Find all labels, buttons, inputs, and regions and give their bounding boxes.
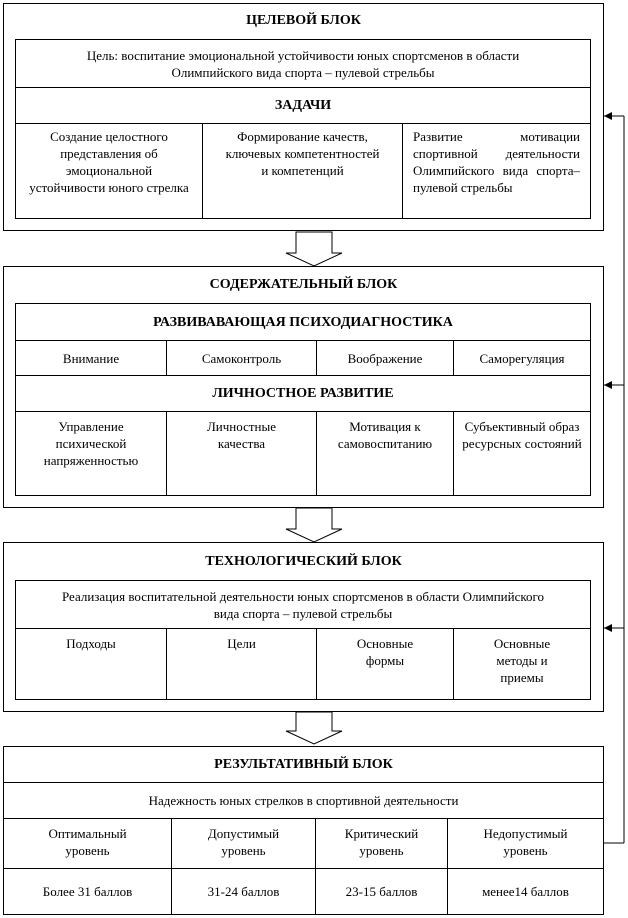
goal-text: Цель: воспитание эмоциональной устойчивости юных спортсменов в области Олимпийского вида спорта – пулевой стрельбы xyxy=(86,47,520,80)
down-arrow-1 xyxy=(286,232,342,266)
diagnostics-item: Воображение xyxy=(316,340,453,375)
tech-item: Цели xyxy=(166,628,316,699)
task-item: Создание целостного представления об эмоциональной устойчивости юного стрелка xyxy=(16,123,202,218)
feedback-arrowheads xyxy=(604,112,612,632)
realization-text: Реализация воспитательной деятельности юных спортсменов в области Олимпийского вида спорта – пулевой стрельбы xyxy=(61,588,544,621)
arrowhead-content xyxy=(604,381,612,389)
score-item: менее14 баллов xyxy=(447,868,603,914)
tech-item: Основные методы и приемы xyxy=(453,628,590,699)
diagnostics-item: Внимание xyxy=(16,340,166,375)
diagnostics-item: Самоконтроль xyxy=(166,340,316,375)
task-item: Развитие мотивации спортивной деятельности Олимпийского вида спорта–пулевой стрельбы xyxy=(402,123,590,218)
target-block-title: ЦЕЛЕВОЙ БЛОК xyxy=(246,13,361,28)
diagnostics-title: РАЗВИВАВАЮЩАЯ ПСИХОДИАГНОСТИКА xyxy=(153,314,453,330)
result-block-title: РЕЗУЛЬТАТИВНЫЙ БЛОК xyxy=(214,757,393,772)
tech-block-title: ТЕХНОЛОГИЧЕСКИЙ БЛОК xyxy=(205,553,402,569)
tech-item: Подходы xyxy=(16,628,166,699)
down-arrow-2 xyxy=(286,508,342,542)
tech-item: Основные формы xyxy=(316,628,453,699)
result-block xyxy=(3,746,604,915)
arrowhead-target xyxy=(604,112,612,120)
tech-inner xyxy=(15,580,591,700)
down-arrow-3 xyxy=(286,712,342,744)
personal-development-title: ЛИЧНОСТНОЕ РАЗВИТИЕ xyxy=(16,375,590,411)
personal-item: Субъективный образ ресурсных состояний xyxy=(453,411,590,495)
content-block-title: СОДЕРЖАТЕЛЬНЫЙ БЛОК xyxy=(209,276,398,292)
target-inner xyxy=(15,39,591,219)
personal-item: Мотивация к самовоспитанию xyxy=(316,411,453,495)
diagnostics-item: Саморегуляция xyxy=(453,340,590,375)
score-item: 23-15 баллов xyxy=(315,868,447,914)
task-item: Формирование качеств, ключевых компетентностей и компетенций xyxy=(202,123,402,218)
arrowhead-tech xyxy=(604,624,612,632)
level-item: Оптимальный уровень xyxy=(4,818,171,868)
score-item: 31-24 баллов xyxy=(171,868,315,914)
level-item: Критический уровень xyxy=(315,818,447,868)
personal-item: Управление психической напряженностью xyxy=(16,411,166,495)
score-item: Более 31 баллов xyxy=(4,868,171,914)
personal-item: Личностные качества xyxy=(166,411,316,495)
tasks-title: ЗАДАЧИ xyxy=(16,87,590,123)
feedback-line xyxy=(604,116,624,843)
reliability-text: Надежность юных стрелков в спортивной деятельности xyxy=(4,782,603,818)
level-item: Недопустимый уровень xyxy=(447,818,603,868)
content-inner xyxy=(15,303,591,496)
level-item: Допустимый уровень xyxy=(171,818,315,868)
